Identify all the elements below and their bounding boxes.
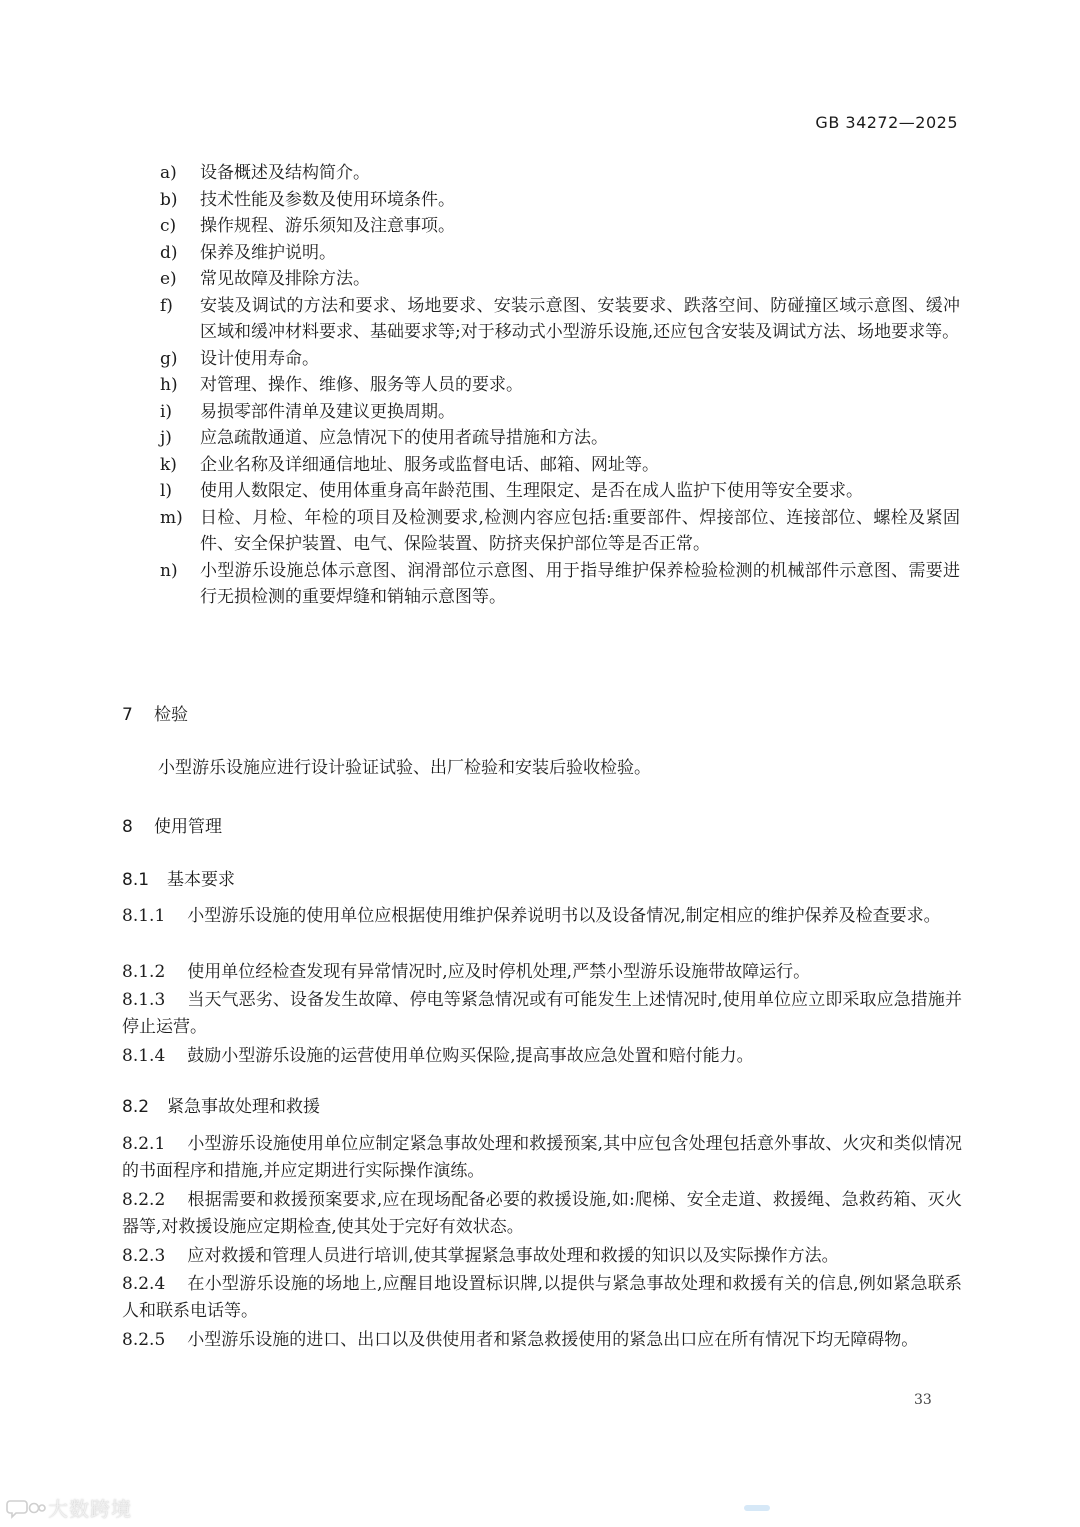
watermark (6, 1493, 132, 1524)
clause-text: 小型游乐设施的进口、出口以及供使用者和紧急救援使用的紧急出口应在所有情况下均无障碍物。 (187, 1330, 919, 1350)
list-item-text: 保养及维护说明。 (200, 242, 336, 263)
section-8-2-heading (122, 1092, 320, 1117)
section-number: 8 (122, 817, 133, 837)
list-item (160, 187, 960, 214)
section-title: 检验 (154, 705, 188, 725)
clause-8-2-5 (122, 1327, 962, 1354)
scroll-indicator (744, 1505, 770, 1511)
clause-text: 使用单位经检查发现有异常情况时,应及时停机处理,严禁小型游乐设施带故障运行。 (187, 962, 811, 982)
section-number: 7 (122, 705, 133, 725)
clause-text: 应对救援和管理人员进行培训,使其掌握紧急事故处理和救援的知识以及实际操作方法。 (187, 1246, 839, 1266)
list-marker: j) (160, 428, 172, 448)
list-item-text: 技术性能及参数及使用环境条件。 (200, 189, 455, 210)
clause-number: 8.2.3 (122, 1246, 166, 1266)
requirements-list (160, 160, 960, 611)
section-7-heading (122, 700, 188, 725)
list-item-text: 易损零部件清单及建议更换周期。 (200, 401, 455, 422)
list-item (160, 558, 960, 611)
list-item (160, 478, 960, 505)
list-marker: l) (160, 481, 173, 501)
clause-text: 鼓励小型游乐设施的运营使用单位购买保险,提高事故应急处置和赔付能力。 (187, 1046, 754, 1066)
clause-8-1-3 (122, 987, 962, 1040)
section-8-1-heading (122, 865, 235, 890)
section-title: 紧急事故处理和救援 (167, 1097, 320, 1117)
list-marker: f) (160, 295, 173, 316)
list-item-text: 设备概述及结构简介。 (200, 163, 370, 183)
clause-number: 8.2.5 (122, 1330, 166, 1350)
clause-text: 小型游乐设施使用单位应制定紧急事故处理和救援预案,其中应包含处理包括意外事故、火灾和类似情况的书面程序和措施,并应定期进行实际操作演练。 (122, 1134, 962, 1181)
list-item (160, 213, 960, 240)
list-item-text: 操作规程、游乐须知及注意事项。 (200, 216, 455, 236)
list-marker: h) (160, 375, 178, 395)
list-marker: n) (160, 560, 178, 581)
clause-number: 8.1.1 (122, 906, 166, 926)
list-item-text: 日检、月检、年检的项目及检测要求,检测内容应包括:重要部件、焊接部位、连接部位、螺栓及紧固件、安全保护装置、电气、保险装置、防挤夹保护部位等是否正常。 (200, 507, 960, 554)
list-marker: g) (160, 348, 178, 369)
list-item-text: 应急疏散通道、应急情况下的使用者疏导措施和方法。 (200, 428, 608, 448)
list-marker: d) (160, 242, 178, 263)
list-marker: c) (160, 216, 177, 236)
clause-text: 在小型游乐设施的场地上,应醒目地设置标识牌,以提供与紧急事故处理和救援有关的信息,例如紧急联系人和联系电话等。 (122, 1274, 962, 1321)
clause-text: 当天气恶劣、设备发生故障、停电等紧急情况或有可能发生上述情况时,使用单位应立即采取应急措施并停止运营。 (122, 990, 962, 1037)
list-item-text: 小型游乐设施总体示意图、润滑部位示意图、用于指导维护保养检验检测的机械部件示意图、需要进行无损检测的重要焊缝和销轴示意图等。 (200, 560, 960, 607)
list-marker: m) (160, 507, 183, 528)
list-item-text: 设计使用寿命。 (200, 348, 319, 369)
section-number: 8.2 (122, 1097, 150, 1117)
clause-number: 8.2.2 (122, 1190, 166, 1210)
list-marker: e) (160, 269, 177, 289)
list-item (160, 505, 960, 558)
list-item-text: 安装及调试的方法和要求、场地要求、安装示意图、安装要求、跌落空间、防碰撞区域示意图、缓冲区域和缓冲材料要求、基础要求等;对于移动式小型游乐设施,还应包含安装及调试方法、场地要求等。 (200, 295, 960, 342)
clause-number: 8.1.3 (122, 990, 166, 1010)
list-item-text: 使用人数限定、使用体重身高年龄范围、生理限定、是否在成人监护下使用等安全要求。 (200, 481, 863, 501)
section-title: 使用管理 (154, 817, 222, 837)
section-number: 8.1 (122, 870, 150, 890)
clause-8-2-3 (122, 1243, 962, 1270)
clause-8-2-1 (122, 1131, 962, 1184)
list-item (160, 293, 960, 346)
list-item-text: 企业名称及详细通信地址、服务或监督电话、邮箱、网址等。 (200, 454, 659, 475)
clause-8-2-2 (122, 1187, 962, 1240)
clause-number: 8.2.4 (122, 1274, 166, 1294)
clause-number: 8.2.1 (122, 1134, 166, 1154)
list-item (160, 425, 960, 452)
clause-8-2-4 (122, 1271, 962, 1324)
clause-8-1-1 (122, 903, 962, 930)
page-number: 33 (914, 1392, 932, 1408)
list-item (160, 266, 960, 293)
section-7-body: 小型游乐设施应进行设计验证试验、出厂检验和安装后验收检验。 (158, 758, 651, 778)
list-marker: k) (160, 454, 177, 475)
clause-8-1-2 (122, 959, 962, 986)
clause-text: 根据需要和救援预案要求,应在现场配备必要的救援设施,如:爬梯、安全走道、救援绳、急救药箱、灭火器等,对救援设施应定期检查,使其处于完好有效状态。 (122, 1190, 962, 1237)
list-item (160, 346, 960, 373)
clause-number: 8.1.4 (122, 1046, 166, 1066)
watermark-text: 大数跨境 (48, 1497, 132, 1521)
section-title: 基本要求 (167, 870, 235, 890)
list-marker: a) (160, 163, 177, 183)
section-8-heading (122, 812, 222, 837)
list-item (160, 372, 960, 399)
list-item-text: 常见故障及排除方法。 (200, 269, 370, 289)
clause-8-1-4 (122, 1043, 962, 1070)
clause-number: 8.1.2 (122, 962, 166, 982)
list-item (160, 399, 960, 426)
list-item-text: 对管理、操作、维修、服务等人员的要求。 (200, 375, 523, 395)
standard-number: GB 34272—2025 (815, 113, 958, 132)
clause-text: 小型游乐设施的使用单位应根据使用维护保养说明书以及设备情况,制定相应的维护保养及检查要求。 (187, 906, 941, 926)
list-item (160, 240, 960, 267)
list-marker: b) (160, 189, 178, 210)
list-item (160, 452, 960, 479)
list-marker: i) (160, 401, 173, 422)
list-item (160, 160, 960, 187)
chat-bubble-icon (6, 1497, 46, 1524)
